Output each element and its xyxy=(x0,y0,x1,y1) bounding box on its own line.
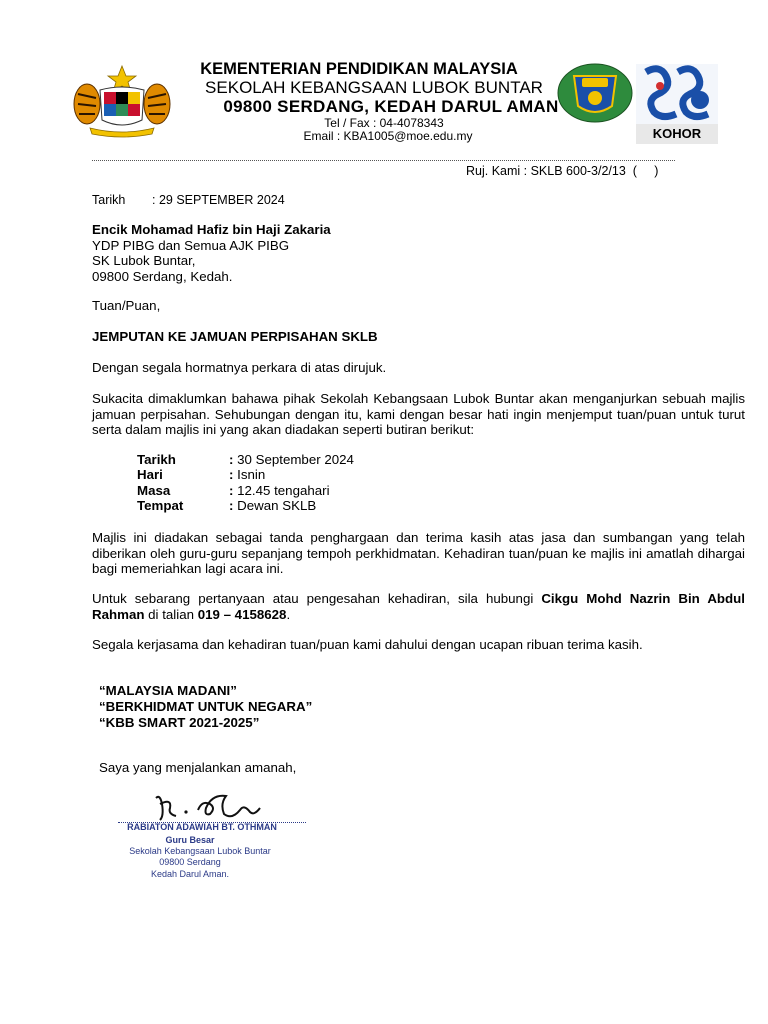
detail-row-masa: Masa : 12.45 tengahari xyxy=(137,483,330,498)
stamp-title: Guru Besar xyxy=(165,835,215,845)
reference-number: Ruj. Kami : SKLB 600-3/2/13 ( ) xyxy=(466,164,659,178)
paragraph-1: Dengan segala hormatnya perkara di atas dirujuk. xyxy=(92,360,387,375)
stamp-school: Sekolah Kebangsaan Lubok Buntar xyxy=(129,846,271,856)
paragraph-3: Majlis ini diadakan sebagai tanda penghargaan dan terima kasih atas jasa dan sumbangan yang telah diberikan oleh guru-guru sepanjang tempoh perkhidmatan. Kehadiran tuan/puan ke majlis ini amatlah dihargai bagi memeriahkan lagi acara ini. xyxy=(92,530,745,576)
date-label: Tarikh xyxy=(92,193,126,207)
email-address: Email : KBA1005@moe.edu.my xyxy=(303,129,473,143)
detail-row-tempat: Tempat : Dewan SKLB xyxy=(137,498,317,513)
motto-3: “KBB SMART 2021-2025” xyxy=(99,715,260,730)
contact-person: Cikgu Mohd Nazrin Bin Abdul Rahman xyxy=(92,591,745,622)
kohor-label: KOHOR xyxy=(636,124,718,144)
detail-value: 30 September 2024 xyxy=(237,452,354,467)
recipient-line-1: YDP PIBG dan Semua AJK PIBG xyxy=(92,237,290,253)
detail-value: 12.45 tengahari xyxy=(237,483,330,498)
tel-fax: Tel / Fax : 04-4078343 xyxy=(324,116,444,130)
motto-2: “BERKHIDMAT UNTUK NEGARA” xyxy=(99,699,313,714)
detail-row-hari: Hari : Isnin xyxy=(137,467,266,482)
paragraph-5: Segala kerjasama dan kehadiran tuan/puan kami dahului dengan ucapan ribuan terima kasih. xyxy=(92,637,643,652)
detail-label: Tarikh xyxy=(137,452,176,467)
salutation: Tuan/Puan, xyxy=(92,298,161,313)
detail-value: Isnin xyxy=(237,467,266,482)
recipient-name: Encik Mohamad Hafiz bin Haji Zakaria xyxy=(92,222,331,237)
motto-1: “MALAYSIA MADANI” xyxy=(99,683,237,698)
recipient-line-2: SK Lubok Buntar, xyxy=(92,253,196,268)
detail-value: Dewan SKLB xyxy=(237,498,317,513)
ministry-name: KEMENTERIAN PENDIDIKAN MALAYSIA xyxy=(200,60,518,78)
signature-image xyxy=(140,790,270,824)
detail-label: Hari xyxy=(137,467,163,482)
recipient-line-3: 09800 Serdang, Kedah. xyxy=(92,268,233,284)
school-address: 09800 SERDANG, KEDAH DARUL AMAN xyxy=(223,97,559,116)
header-divider xyxy=(92,160,675,161)
detail-row-tarikh: Tarikh : 30 September 2024 xyxy=(137,452,354,467)
school-name: SEKOLAH KEBANGSAAN LUBOK BUNTAR xyxy=(205,78,543,97)
paragraph-2: Sukacita dimaklumkan bahawa pihak Sekolah Kebangsaan Lubok Buntar akan menganjurkan sebuah majlis jamuan perpisahan. Sehubungan dengan itu, kami dengan besar hati ingin menjemput tuan/puan untuk turut serta dalam majlis ini yang akan diadakan seperti butiran berikut: xyxy=(92,391,745,437)
stamp-town: 09800 Serdang xyxy=(159,857,221,867)
detail-label: Masa xyxy=(137,483,171,498)
stamp-name: RABIATON ADAWIAH BT. OTHMAN xyxy=(127,822,277,832)
letter-subject: JEMPUTAN KE JAMUAN PERPISAHAN SKLB xyxy=(92,329,378,344)
date-value: : 29 SEPTEMBER 2024 xyxy=(152,193,285,207)
recipient-block xyxy=(92,222,745,284)
contact-phone: 019 – 4158628 xyxy=(197,606,287,622)
paragraph-4: Untuk sebarang pertanyaan atau pengesahan kehadiran, sila hubungi Cikgu Mohd Nazrin Bin Abdul Rahman di talian 019 – 4158628. xyxy=(92,591,745,622)
closing-line: Saya yang menjalankan amanah, xyxy=(99,760,297,775)
detail-label: Tempat xyxy=(137,498,184,513)
stamp-state: Kedah Darul Aman. xyxy=(150,869,230,879)
